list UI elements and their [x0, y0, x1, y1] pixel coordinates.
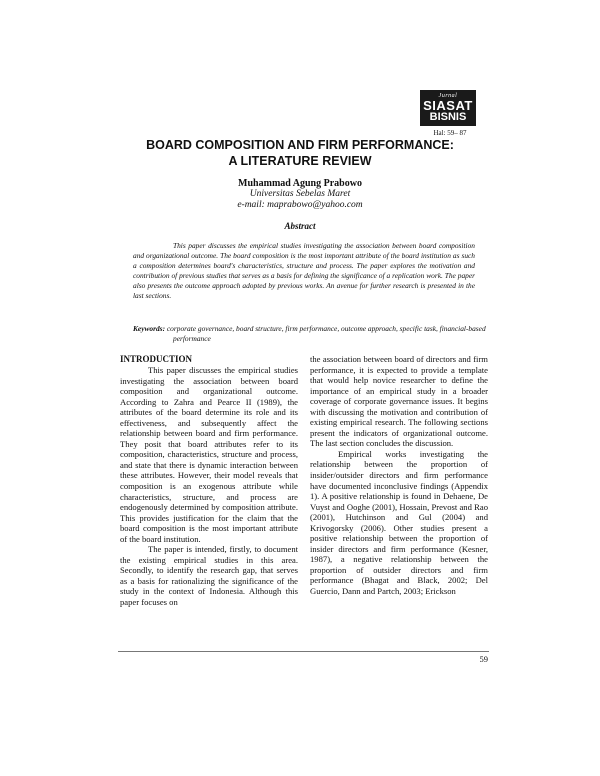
right-column [310, 354, 488, 597]
author-affiliation: Universitas Sebelas Maret [249, 189, 351, 199]
body-paragraph: the association between board of directors and firm performance, it is expected to provide a template that would help novice researcher to define the importance of an empirical study in a broader coverage of corporate governance issues. It begins with discussing the motivation and contribution of existing empirical research. The following sections present the indicators of organizational outcome. The last section concludes the discussion. [310, 354, 488, 449]
keywords-text: corporate governance, board structure, firm performance, outcome approach, specific task, financial-based performance [166, 324, 486, 343]
page-number: 59 [479, 654, 488, 664]
logo-line2: BISNIS [429, 111, 467, 123]
logo-line1: SIASAT [423, 98, 473, 113]
abstract-text: This paper discusses the empirical studies investigating the association between board composition and organizational outcome. The board composition is the most important attribute of the board institution as such a composition determines board's characteristics, structure and process. The paper explores the motivation and contribution of previous studies that serves as a basis for defining the significance of a replication work. The paper also presents the outcome approach adopted by previous works. An avenue for further research is presented in the last sections. [133, 241, 475, 300]
left-column [120, 354, 298, 608]
footer-rule [118, 651, 489, 652]
page-range: Hal: 59– 87 [433, 129, 467, 137]
body-paragraph: The paper is intended, firstly, to document the existing empirical studies in this area. Secondly, to identify the research gap, that serves as a basis for rationalizing the significance of the study in the context of Indonesia. Although this paper focuses on [120, 544, 298, 608]
section-heading: INTRODUCTION [120, 354, 193, 364]
keywords-label: Keywords: [133, 324, 166, 333]
paper-title [100, 137, 500, 169]
body-paragraph: This paper discusses the empirical studies investigating the association between board composition and organizational outcome. According to Zahra and Pearce II (1989), the attributes of the board determine its role and its effectiveness, and subsequently affect the relationship between board and firm performance. They posit that board attributes refer to its composition, characteristics, structure and process, and state that there is dynamic interaction between these attributes. However, their model reveals that composition is an exogenous attribute while characteristics, structure, and process are endogenously determined by composition attribute. This provides justification for the claim that the board composition is the most important attribute of the board institution. [120, 365, 298, 544]
author-name: Muhammad Agung Prabowo [238, 178, 362, 189]
body-paragraph: Empirical works investigating the relationship between the proportion of insider/outsider directors and firm performance have documented inconclusive findings (Appendix 1). A positive relationship is found in Dehaene, De Vuyst and Ooghe (2001), Hossain, Prevost and Rao (2001), Hutchinson and Gul (2004) and Krivogorsky (2006). Other studies present a positive relationship between the proportion of insider directors and firm performance (Kesner, 1987), a negative relationship between the proportion of outsider directors and firm performance (Bhagat and Black, 2002; Del Guercio, Dann and Partch, 2003; Erickson [310, 448, 488, 597]
logo-top-text: Jurnal [438, 93, 458, 99]
keywords [133, 324, 515, 344]
journal-logo [420, 90, 476, 126]
title-line-2: A LITERATURE REVIEW [228, 154, 372, 168]
abstract-heading: Abstract [284, 221, 316, 231]
author-email: e-mail: maprabowo@yahoo.com [237, 200, 363, 210]
title-line-1: BOARD COMPOSITION AND FIRM PERFORMANCE: [146, 138, 454, 152]
